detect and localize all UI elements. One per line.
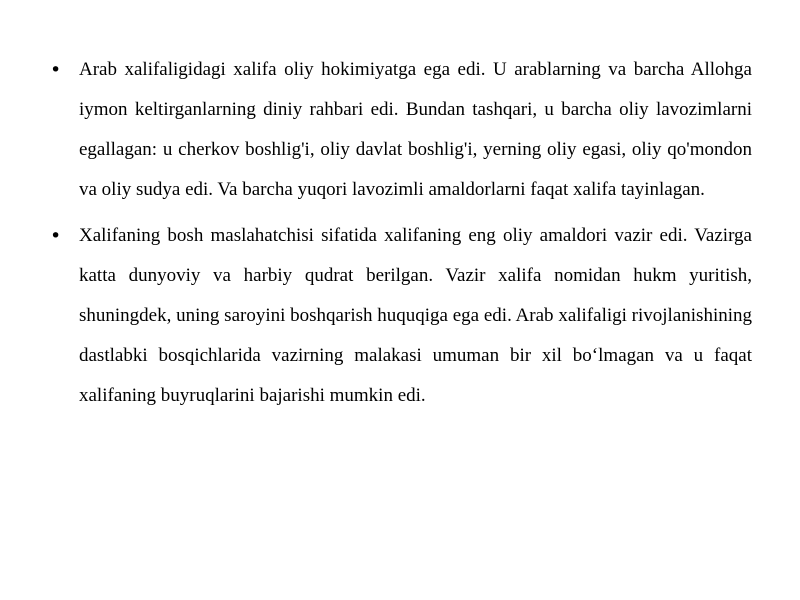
bullet-icon: • — [50, 225, 62, 247]
bullet-list — [50, 50, 752, 422]
bullet-item-vizier-role — [50, 216, 752, 416]
bullet-text: Arab xalifaligidagi xalifa oliy hokimiyatga ega edi. U arablarning va barcha Allohga iymon keltirganlarning diniy rahbari edi. Bundan tashqari, u barcha oliy lavozimlarni egallagan: u cherkov boshlig'i, oliy davlat boshlig'i, yerning oliy egasi, oliy qo'mondon va oliy sudya edi. Va barcha yuqori lavozimli amaldorlarni faqat xalifa tayinlagan. — [79, 59, 752, 200]
bullet-icon: • — [50, 59, 62, 81]
bullet-item-caliph-power — [50, 50, 752, 210]
bullet-text: Xalifaning bosh maslahatchisi sifatida xalifaning eng oliy amaldori vazir edi. Vazirga katta dunyoviy va harbiy qudrat berilgan. Vazir xalifa nomidan hukm yuritish, shuningdek, uning saroyini boshqarish huquqiga ega edi. Arab xalifaligi rivojlanishining dastlabki bosqichlarida vazirning malakasi umuman bir xil bo‘lmagan va u faqat xalifaning buyruqlarini bajarishi mumkin edi. — [79, 225, 752, 406]
